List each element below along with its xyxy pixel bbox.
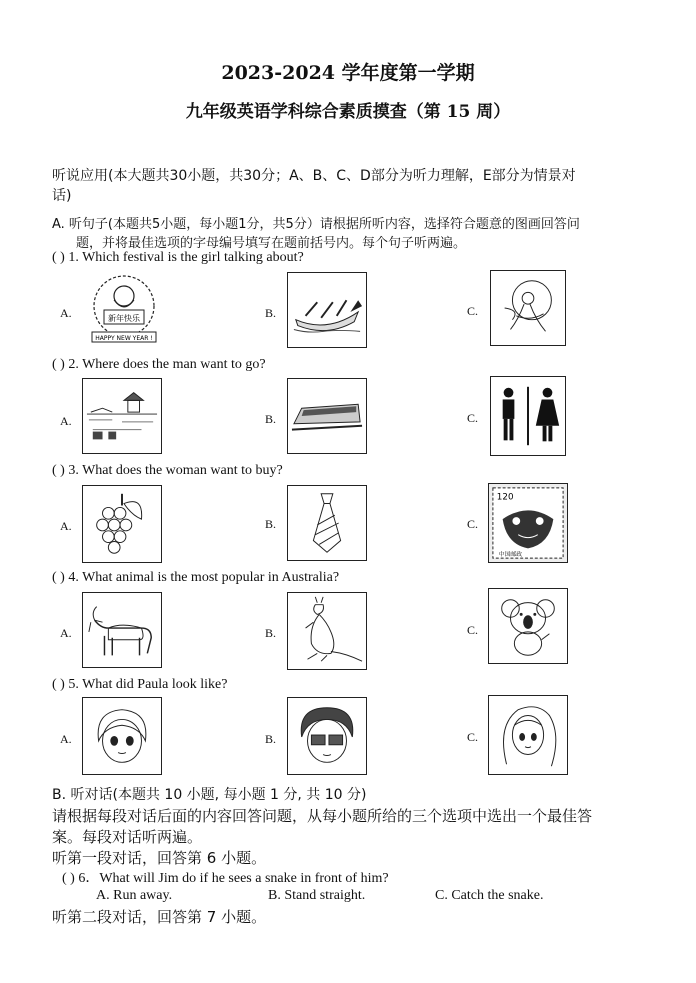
q5-option-b: B. xyxy=(265,732,277,746)
q3-option-c: C. xyxy=(467,517,479,531)
part-intro-line1: 听说应用(本大题共30小题，共30分；A、B、C、D部分为听力理解，E部分为情景对 xyxy=(52,168,576,184)
q4-option-a: A. xyxy=(60,626,72,640)
q2-option-b: B. xyxy=(265,412,277,426)
q3-option-a: A. xyxy=(60,519,72,533)
girl-long-hair-image xyxy=(488,695,568,775)
q5-option-a: A. xyxy=(60,732,72,746)
girl-glasses-image xyxy=(287,697,367,775)
kangaroo-image xyxy=(287,592,367,670)
girl-short-hair-image xyxy=(82,697,162,775)
q2-option-c: C. xyxy=(467,411,479,425)
q1-option-a: A. xyxy=(60,306,72,320)
q6-option-c: C. Catch the snake. xyxy=(435,888,544,903)
question-2: ( ) 2. Where does the man want to go? xyxy=(52,357,266,372)
restroom-sign-image xyxy=(490,376,566,456)
koala-image xyxy=(488,588,568,664)
section-b-instruction-1: 请根据每段对话后面的内容回答问题，从每小题所给的三个选项中选出一个最佳答 xyxy=(52,807,593,825)
moon-fairy-image xyxy=(490,270,566,346)
exam-subtitle: 九年级英语学科综合素质摸查（第 15 周） xyxy=(185,102,511,122)
q1-option-c: C. xyxy=(467,304,479,318)
stamp-image xyxy=(488,483,568,563)
question-3: ( ) 3. What does the woman want to buy? xyxy=(52,463,283,478)
question-4: ( ) 4. What animal is the most popular in Australia? xyxy=(52,570,340,585)
section-a-line2: 题，并将最佳选项的字母编号填写在题前括号内。每个句子听两遍。 xyxy=(76,236,467,251)
q5-option-c: C. xyxy=(467,730,479,744)
necktie-image xyxy=(287,485,367,561)
q4-option-c: C. xyxy=(467,623,479,637)
q1-option-b: B. xyxy=(265,306,277,320)
new-year-card-image xyxy=(82,270,166,350)
card-greeting-text: 新年快乐 xyxy=(108,314,140,323)
part-intro-line2: 话) xyxy=(52,188,72,204)
exam-year-title: 2023-2024 学年度第一学期 xyxy=(221,62,475,84)
high-speed-train-image xyxy=(287,378,367,454)
stamp-country-text: 中国邮政 xyxy=(498,552,523,559)
grapes-image xyxy=(82,485,162,563)
dialog-1-prompt: 听第一段对话，回答第 6 小题。 xyxy=(52,849,267,867)
stamp-value-text: 120 xyxy=(496,492,514,503)
question-5: ( ) 5. What did Paula look like? xyxy=(52,677,228,692)
card-banner-text: HAPPY NEW YEAR ! xyxy=(95,335,153,342)
goat-image xyxy=(82,592,162,668)
q2-option-a: A. xyxy=(60,414,72,428)
section-b-heading: B. 听对话(本题共 10 小题, 每小题 1 分, 共 10 分) xyxy=(52,787,367,803)
q6-option-a: A. Run away. xyxy=(96,888,173,903)
q4-option-b: B. xyxy=(265,626,277,640)
question-6: ( ) 6．What will Jim do if he sees a snake in front of him? xyxy=(62,871,389,886)
dragon-boat-image xyxy=(287,272,367,348)
lake-pavilion-image xyxy=(82,378,162,454)
section-b-instruction-2: 案。每段对话听两遍。 xyxy=(52,828,203,846)
dialog-2-prompt: 听第二段对话，回答第 7 小题。 xyxy=(52,908,267,926)
question-1: ( ) 1. Which festival is the girl talking about? xyxy=(52,250,304,265)
q6-option-b: B. Stand straight. xyxy=(268,888,366,903)
q3-option-b: B. xyxy=(265,517,277,531)
section-a-line1: A. 听句子(本题共5小题，每小题1分，共5分）请根据所听内容，选择符合题意的图画回答问 xyxy=(52,217,580,232)
